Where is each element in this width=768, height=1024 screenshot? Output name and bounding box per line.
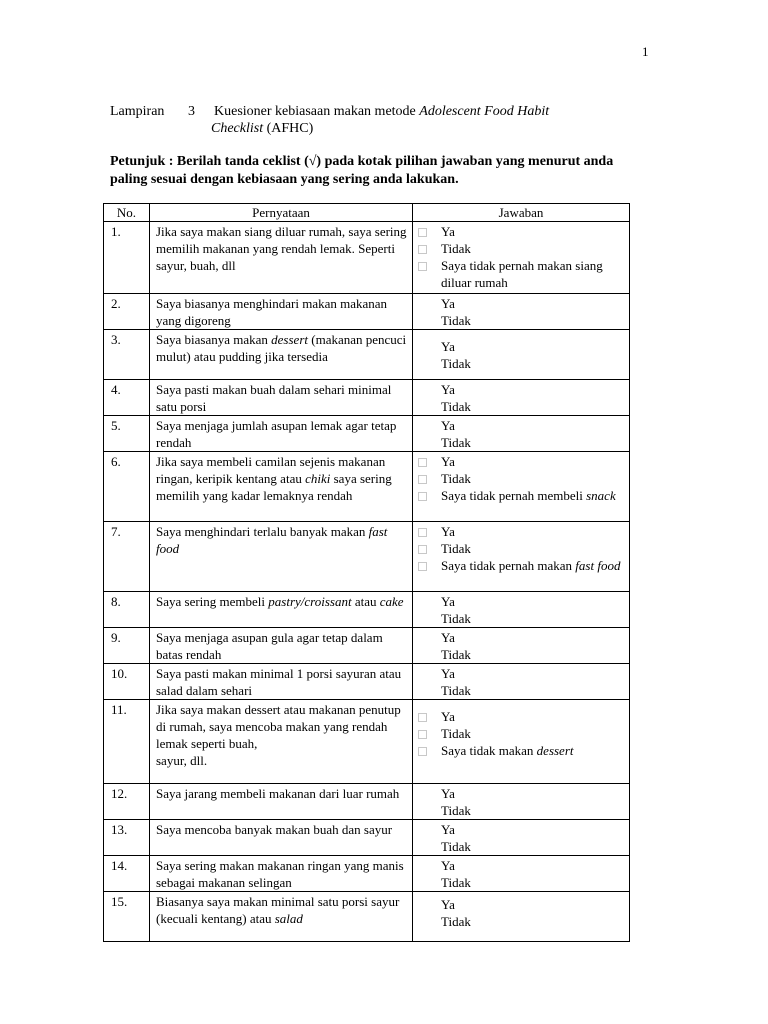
table-row	[104, 294, 630, 330]
statement-cell	[150, 222, 413, 294]
answer-option	[417, 665, 627, 682]
option-part-1: fast food	[575, 558, 621, 573]
option-part-0: Tidak	[441, 241, 471, 256]
option-part-0: Ya	[441, 296, 455, 311]
statement-cell	[150, 330, 413, 380]
checkbox-icon[interactable]	[418, 458, 427, 467]
statement-part-2: saya sering memilih yang kadar lemaknya rendah	[156, 471, 392, 503]
option-part-0: Ya	[441, 630, 455, 645]
statement-cell	[150, 452, 413, 522]
row-number: 15.	[104, 892, 150, 942]
row-number: 11.	[104, 700, 150, 784]
answer-cell	[413, 222, 630, 294]
statement-part-1: salad	[274, 911, 303, 926]
table-row	[104, 628, 630, 664]
answer-option	[417, 540, 627, 557]
answer-cell	[413, 592, 630, 628]
table-row	[104, 892, 630, 942]
checkbox-icon[interactable]	[418, 747, 427, 756]
answer-option	[417, 355, 627, 372]
option-part-0: Tidak	[441, 875, 471, 890]
answer-option	[417, 838, 627, 855]
answer-option	[417, 453, 627, 470]
row-number: 10.	[104, 664, 150, 700]
option-part-0: Ya	[441, 666, 455, 681]
option-part-0: Tidak	[441, 803, 471, 818]
header-answer: Jawaban	[413, 204, 630, 222]
table-row	[104, 856, 630, 892]
option-part-0: Ya	[441, 224, 455, 239]
row-number: 14.	[104, 856, 150, 892]
statement-part-0: Saya mencoba banyak makan buah dan sayur	[156, 822, 393, 837]
answer-option	[417, 434, 627, 451]
row-number: 2.	[104, 294, 150, 330]
statement-cell	[150, 628, 413, 664]
statement-part-0: Saya menjaga asupan gula agar tetap dalam batas rendah	[156, 630, 383, 662]
option-part-1: snack	[586, 488, 616, 503]
statement-part-0: Saya menjaga jumlah asupan lemak agar tetap rendah	[156, 418, 397, 450]
answer-cell	[413, 664, 630, 700]
checkbox-icon[interactable]	[418, 245, 427, 254]
option-part-0: Ya	[441, 897, 455, 912]
statement-part-0: Saya biasanya menghindari makan makanan yang digoreng	[156, 296, 388, 328]
title-plain: Kuesioner kebiasaan makan metode	[214, 104, 420, 119]
appendix-label: Lampiran	[110, 104, 165, 119]
table-row	[104, 452, 630, 522]
option-part-0: Saya tidak makan	[441, 743, 537, 758]
row-number: 13.	[104, 820, 150, 856]
table-row	[104, 664, 630, 700]
answer-option	[417, 223, 627, 240]
option-part-0: Ya	[441, 339, 455, 354]
answer-option	[417, 785, 627, 802]
statement-part-2: atau	[351, 594, 380, 609]
statement-cell	[150, 664, 413, 700]
appendix-heading	[110, 103, 549, 137]
option-part-0: Tidak	[441, 313, 471, 328]
statement-cell	[150, 380, 413, 416]
option-part-0: Ya	[441, 786, 455, 801]
answer-cell	[413, 856, 630, 892]
option-part-0: Tidak	[441, 683, 471, 698]
table-row	[104, 592, 630, 628]
checkbox-icon[interactable]	[418, 528, 427, 537]
option-part-0: Ya	[441, 418, 455, 433]
checkbox-icon[interactable]	[418, 713, 427, 722]
statement-cell	[150, 820, 413, 856]
answer-option	[417, 470, 627, 487]
option-part-0: Tidak	[441, 647, 471, 662]
table-row	[104, 820, 630, 856]
answer-option	[417, 646, 627, 663]
statement-cell	[150, 700, 413, 784]
row-number: 8.	[104, 592, 150, 628]
option-part-0: Tidak	[441, 435, 471, 450]
table-row	[104, 700, 630, 784]
title-suffix: (AFHC)	[263, 121, 314, 136]
statement-part-2: sayur, dll.	[156, 753, 208, 768]
checkbox-icon[interactable]	[418, 562, 427, 571]
answer-option	[417, 381, 627, 398]
statement-cell	[150, 522, 413, 592]
option-part-0: Tidak	[441, 839, 471, 854]
checkbox-icon[interactable]	[418, 730, 427, 739]
answer-cell	[413, 380, 630, 416]
table-row	[104, 330, 630, 380]
statement-part-0: Saya sering membeli	[156, 594, 269, 609]
answer-option	[417, 523, 627, 540]
option-part-0: Saya tidak pernah membeli	[441, 488, 587, 503]
row-number: 5.	[104, 416, 150, 452]
answer-cell	[413, 700, 630, 784]
answer-option	[417, 240, 627, 257]
statement-part-0: Biasanya saya makan minimal satu porsi sayur (kecuali kentang) atau	[156, 894, 400, 926]
answer-cell	[413, 892, 630, 942]
table-row	[104, 784, 630, 820]
statement-part-0: Saya sering makan makanan ringan yang manis sebagai makanan selingan	[156, 858, 404, 890]
statement-part-0: Saya menghindari terlalu banyak makan	[156, 524, 369, 539]
table-row	[104, 222, 630, 294]
table-row	[104, 522, 630, 592]
option-part-0: Tidak	[441, 914, 471, 929]
row-number: 1.	[104, 222, 150, 294]
answer-cell	[413, 330, 630, 380]
answer-cell	[413, 416, 630, 452]
option-part-0: Saya tidak pernah makan	[441, 558, 576, 573]
answer-cell	[413, 820, 630, 856]
answer-option	[417, 802, 627, 819]
table-body	[104, 222, 630, 942]
checkbox-icon[interactable]	[418, 492, 427, 501]
answer-option	[417, 874, 627, 891]
checkbox-icon[interactable]	[418, 228, 427, 237]
option-part-0: Tidak	[441, 611, 471, 626]
statement-cell	[150, 294, 413, 330]
statement-part-1: pastry/croissant	[268, 594, 352, 609]
statement-cell	[150, 592, 413, 628]
answer-option	[417, 295, 627, 312]
questionnaire-table	[103, 203, 630, 942]
answer-option	[417, 742, 627, 759]
answer-option	[417, 708, 627, 725]
row-number: 7.	[104, 522, 150, 592]
option-part-0: Ya	[441, 594, 455, 609]
header-no: No.	[104, 204, 150, 222]
answer-option	[417, 257, 627, 291]
answer-option	[417, 557, 627, 574]
option-part-0: Tidak	[441, 471, 471, 486]
checkbox-icon[interactable]	[418, 262, 427, 271]
answer-option	[417, 629, 627, 646]
answer-option	[417, 417, 627, 434]
row-number: 4.	[104, 380, 150, 416]
statement-part-0: Jika saya makan siang diluar rumah, saya sering memilih makanan yang rendah lemak. Seperti sayur, buah, dll	[156, 224, 407, 273]
answer-option	[417, 312, 627, 329]
table-row	[104, 416, 630, 452]
answer-option	[417, 913, 627, 930]
option-part-0: Ya	[441, 454, 455, 469]
statement-part-0: Jika saya membeli camilan sejenis makanan ringan, keripik kentang atau	[156, 454, 386, 486]
page-number: 1	[642, 44, 649, 59]
statement-cell	[150, 784, 413, 820]
answer-option	[417, 857, 627, 874]
row-number: 12.	[104, 784, 150, 820]
answer-option	[417, 821, 627, 838]
statement-part-3: cake	[379, 594, 404, 609]
statement-cell	[150, 892, 413, 942]
answer-cell	[413, 628, 630, 664]
statement-cell	[150, 856, 413, 892]
instructions: Petunjuk : Berilah tanda ceklist (√) pada kotak pilihan jawaban yang menurut anda paling sesuai dengan kebiasaan yang sering anda lakukan.	[110, 154, 614, 187]
title-italic-2: Checklist	[211, 121, 264, 136]
option-part-0: Tidak	[441, 726, 471, 741]
option-part-0: Ya	[441, 524, 455, 539]
answer-cell	[413, 452, 630, 522]
checkbox-icon[interactable]	[418, 545, 427, 554]
statement-cell	[150, 416, 413, 452]
option-part-0: Ya	[441, 858, 455, 873]
answer-option	[417, 338, 627, 355]
option-part-1: dessert	[536, 743, 574, 758]
option-part-0: Ya	[441, 709, 455, 724]
answer-option	[417, 398, 627, 415]
statement-part-0: Jika saya makan dessert atau makanan penutup di rumah, saya mencoba makan yang rendah lemak seperti buah,	[156, 702, 401, 751]
statement-part-0: Saya jarang membeli makanan dari luar rumah	[156, 786, 400, 801]
option-part-0: Ya	[441, 382, 455, 397]
statement-part-1: fast food	[156, 524, 388, 556]
appendix-number: 3	[188, 104, 195, 119]
checkbox-icon[interactable]	[418, 475, 427, 484]
option-part-0: Tidak	[441, 399, 471, 414]
title-italic-1: Adolescent Food Habit	[419, 104, 550, 119]
answer-option	[417, 725, 627, 742]
answer-cell	[413, 294, 630, 330]
statement-part-0: Saya biasanya makan	[156, 332, 272, 347]
row-number: 9.	[104, 628, 150, 664]
row-number: 6.	[104, 452, 150, 522]
answer-cell	[413, 784, 630, 820]
header-statement: Pernyataan	[150, 204, 413, 222]
answer-cell	[413, 522, 630, 592]
answer-option	[417, 487, 627, 504]
statement-part-1: dessert	[271, 332, 308, 347]
answer-option	[417, 896, 627, 913]
table-row	[104, 380, 630, 416]
table-header-row	[104, 204, 630, 222]
statement-part-0: Saya pasti makan buah dalam sehari minimal satu porsi	[156, 382, 392, 414]
answer-option	[417, 610, 627, 627]
option-part-0: Tidak	[441, 541, 471, 556]
statement-part-1: chiki	[305, 471, 331, 486]
option-part-0: Ya	[441, 822, 455, 837]
option-part-0: Saya tidak pernah makan siang diluar rumah	[441, 258, 603, 290]
answer-option	[417, 593, 627, 610]
row-number: 3.	[104, 330, 150, 380]
statement-part-0: Saya pasti makan minimal 1 porsi sayuran atau salad dalam sehari	[156, 666, 402, 698]
option-part-0: Tidak	[441, 356, 471, 371]
statement-part-2: (makanan pencuci mulut) atau pudding jika tersedia	[156, 332, 407, 364]
answer-option	[417, 682, 627, 699]
